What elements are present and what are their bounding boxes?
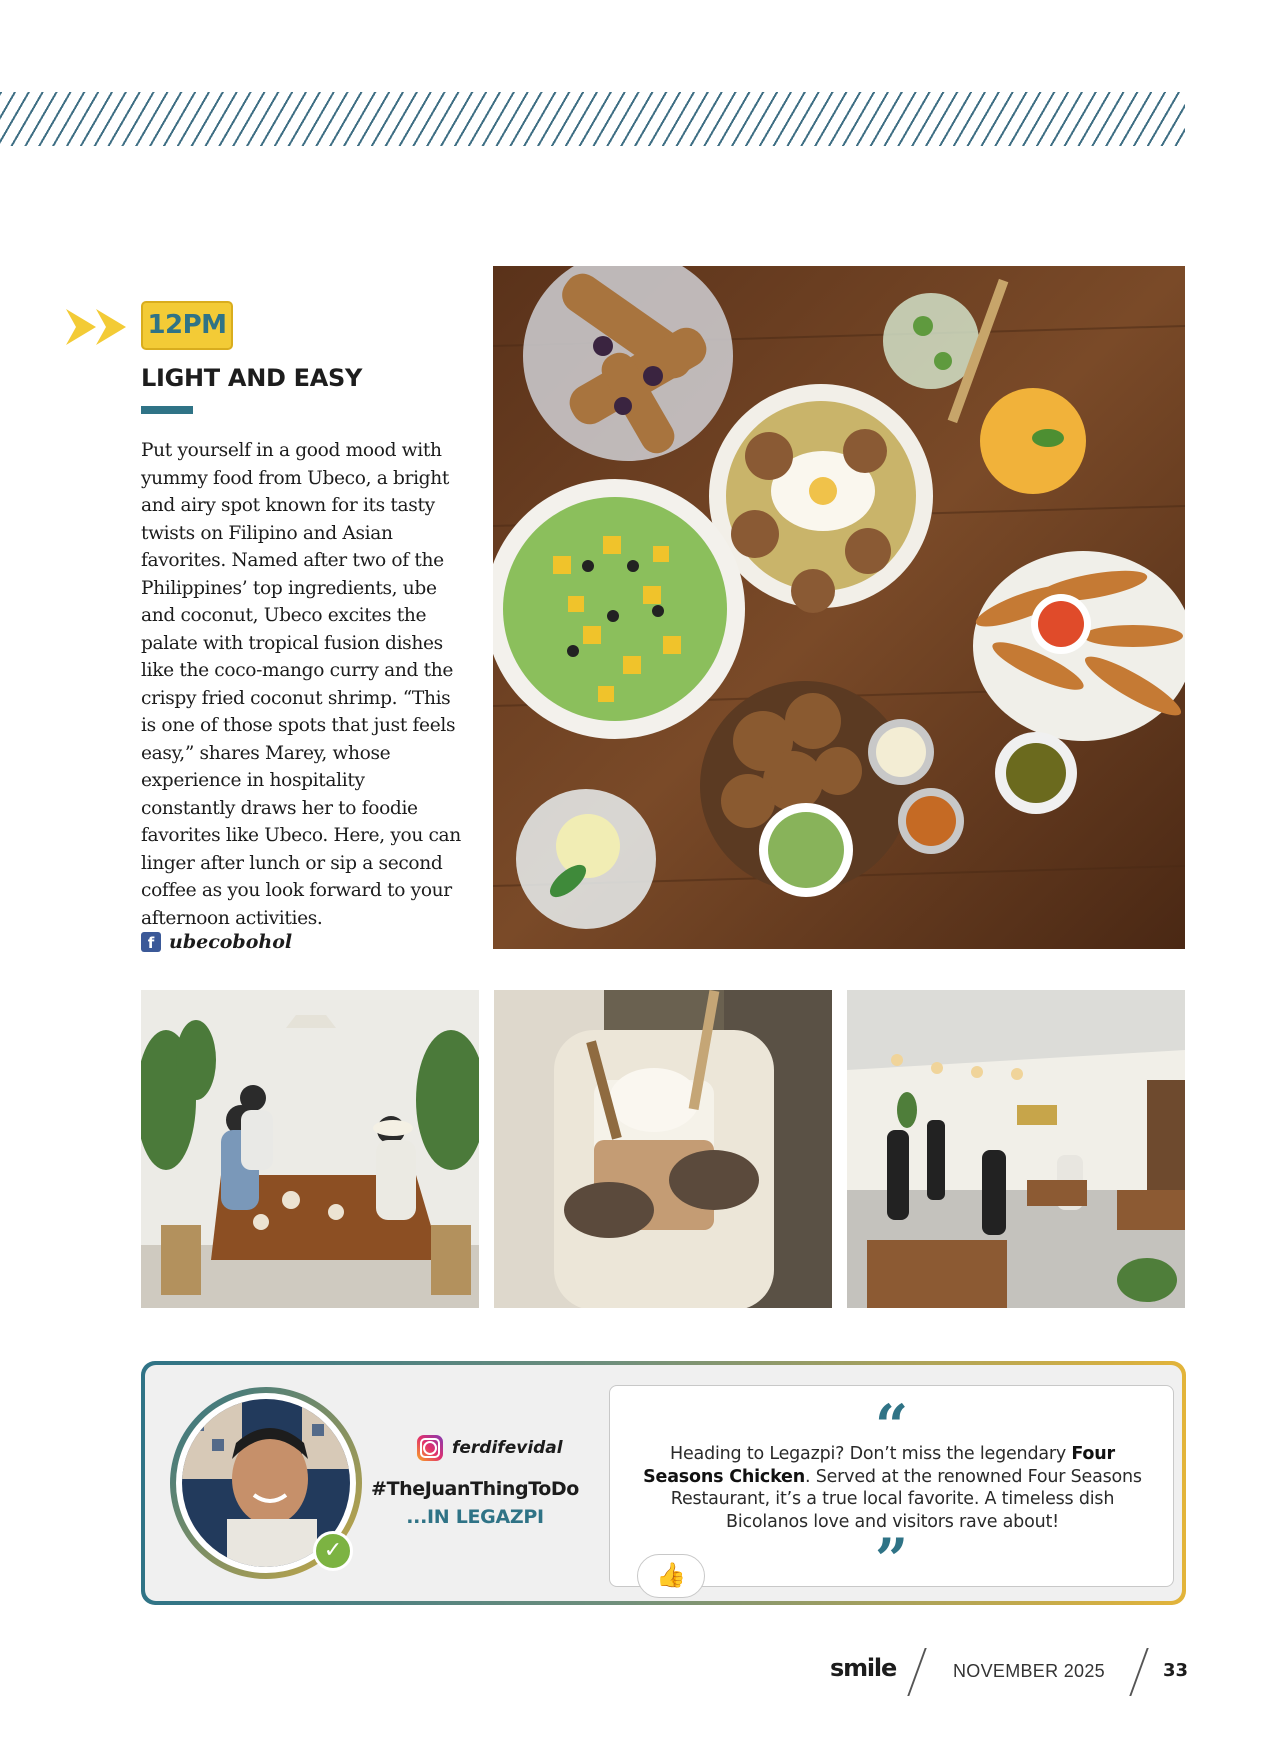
verified-check-icon: ✓ bbox=[313, 1531, 353, 1571]
page-footer bbox=[820, 1648, 1190, 1696]
quote-text-intro: Heading to Legazpi? Don’t miss the legendary bbox=[670, 1444, 1072, 1464]
iced-coffee-photo bbox=[494, 990, 832, 1308]
hashtag: #TheJuanThingToDo bbox=[371, 1478, 579, 1500]
article-body: Put yourself in a good mood with yummy food from Ubeco, a bright and airy spot known for its tasty twists on Filipino and Asian favorites. Named after two of the Philippines’ top ingredients, ube and coconut, Ubeco excites the palate with tropical fusion dishes like the coco-mango curry and the crispy fried coconut shrimp. “This is one of those spots that just feels easy,” shares Marey, whose experience in hospitality constantly draws her to foodie favorites like Ubeco. Here, you can linger after lunch or sip a second coffee as you look forward to your afternoon activities. bbox=[141, 440, 461, 929]
instagram-icon bbox=[417, 1435, 443, 1461]
brand-logo: smile bbox=[830, 1654, 897, 1682]
footer-divider bbox=[907, 1648, 926, 1696]
open-quote-icon: “ bbox=[874, 1392, 909, 1460]
testimonial-box bbox=[141, 1361, 1186, 1605]
social-handle[interactable] bbox=[141, 931, 292, 953]
decorative-hatch-band bbox=[0, 92, 1185, 146]
social-handle-text: ubecobohol bbox=[169, 931, 293, 953]
close-quote-icon: ” bbox=[874, 1526, 909, 1594]
instagram-handle[interactable] bbox=[417, 1435, 563, 1461]
location-label: ...IN LEGAZPI bbox=[406, 1506, 544, 1528]
time-badge: 12PM bbox=[141, 301, 233, 350]
instagram-handle-text: ferdifevidal bbox=[452, 1438, 563, 1458]
quote-card bbox=[609, 1385, 1174, 1594]
facebook-icon: f bbox=[141, 932, 161, 952]
section-title: LIGHT AND EASY bbox=[141, 364, 363, 392]
food-spread-photo bbox=[493, 266, 1185, 949]
quote-highlight: Four Seasons Chicken bbox=[643, 1444, 1115, 1487]
thumbs-up-icon[interactable]: 👍 bbox=[637, 1554, 705, 1598]
issue-date: NOVEMBER 2025 bbox=[953, 1661, 1105, 1681]
footer-divider bbox=[1129, 1648, 1148, 1696]
page-number: 33 bbox=[1163, 1660, 1189, 1681]
title-underline bbox=[141, 406, 193, 414]
quote-text-rest: . Served at the renowned Four Seasons Restaurant, it’s a true local favorite. A timeless dish Bicolanos love and visitors rave about! bbox=[670, 1466, 1142, 1532]
dining-table-photo bbox=[141, 990, 479, 1308]
quote-text bbox=[630, 1443, 1155, 1533]
restaurant-interior-photo bbox=[847, 990, 1185, 1308]
double-chevron-icon bbox=[66, 306, 132, 348]
